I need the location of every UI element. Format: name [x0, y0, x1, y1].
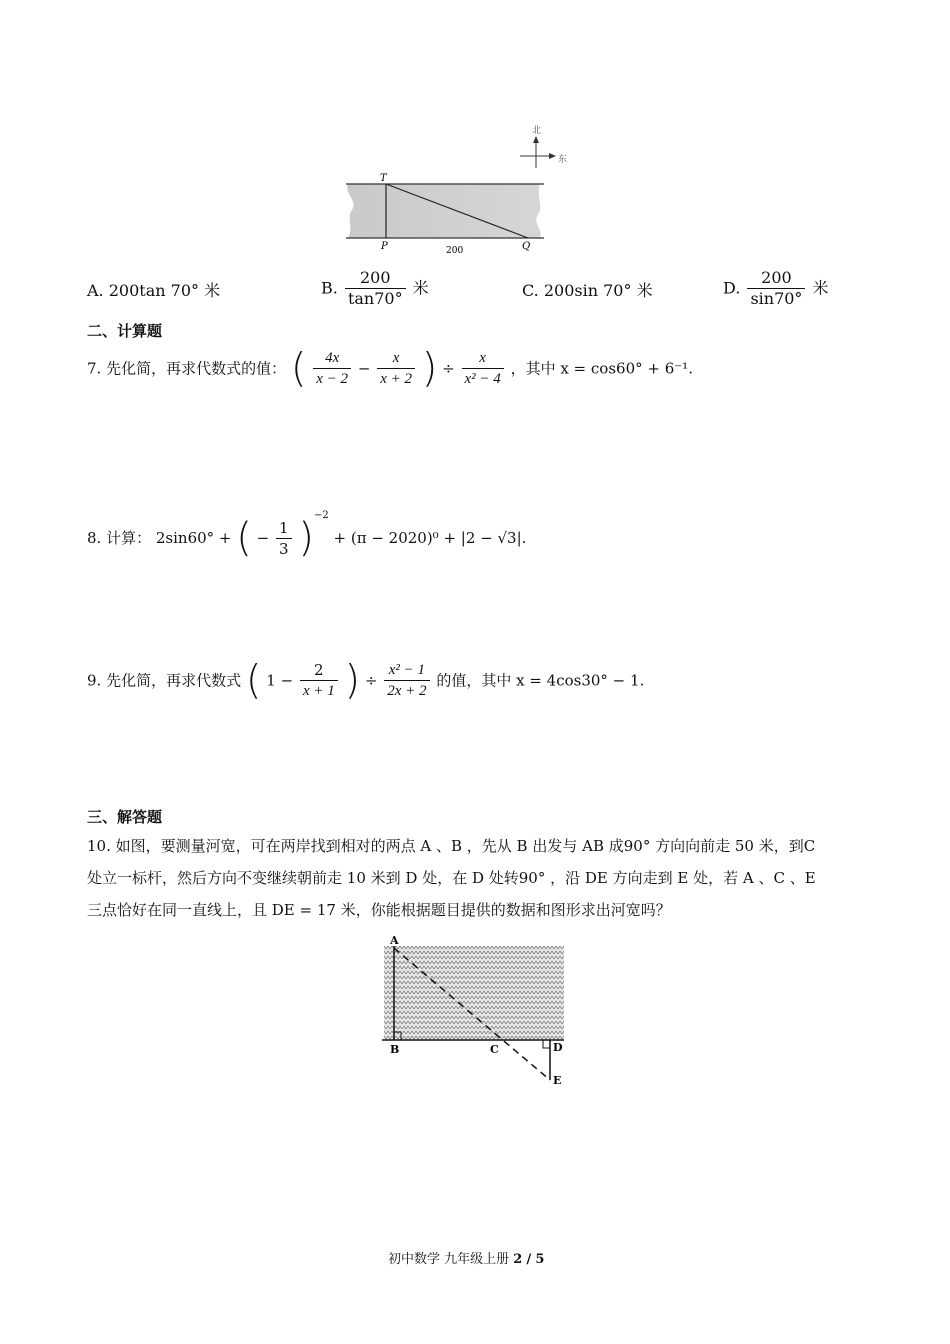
question-10-line-2: 处立一标杆，然后方向不变继续朝前走 10 米到 D 处，在 D 处转90° ，沿 DE 方向走到 E 处，若 A 、C 、E	[87, 869, 816, 887]
point-b-label: B	[390, 1043, 400, 1056]
point-t-label: T	[380, 173, 387, 184]
section-2-title: 二、计算题	[87, 322, 163, 340]
question-8: 8. 计算： 2sin60° + ( − $\frac{1}{3}$ )$^{-2}$ + (π − 2020)⁰ + |2 − √3|.	[87, 510, 527, 561]
question-7: 7. 先化简，再求代数式的值： ( $\frac{4x}{x - 2}$ − $\frac{x}{x + 2}$ ) ÷ $\frac{x}{\text{x² − 4}}$ ，其中 x = cos60° + 6⁻¹.	[87, 345, 693, 392]
point-p-label: P	[381, 241, 388, 252]
compass-north-label: 北	[532, 126, 542, 136]
option-a: A. 200tan 70° 米	[87, 281, 221, 300]
option-c: C. 200sin 70° 米	[522, 281, 653, 300]
page-separator: /	[526, 1252, 532, 1267]
page-footer	[388, 1248, 544, 1267]
option-b: B. $\frac{200}{\tan 70^\circ}$ 米	[321, 268, 429, 308]
compass-icon	[520, 136, 556, 168]
point-e-label: E	[553, 1074, 562, 1087]
section-3-title: 三、解答题	[87, 808, 163, 826]
point-c-label: C	[490, 1043, 499, 1056]
point-d-label: D	[553, 1041, 563, 1054]
point-q-label: Q	[522, 241, 531, 252]
option-d: D. $\frac{200}{\sin 70^\circ}$ 米	[723, 268, 829, 308]
page-number: 2	[513, 1252, 523, 1267]
distance-label: 200	[446, 246, 464, 256]
river-width-figure	[378, 930, 578, 1090]
footer-text: 初中数学 九年级上册	[388, 1252, 510, 1267]
compass-east-label: 东	[558, 155, 568, 165]
question-10-line-3: 三点恰好在同一直线上，且 DE = 17 米，你能根据题目提供的数据和图形求出河宽吗？	[87, 901, 671, 919]
river-band	[347, 184, 541, 238]
river-area	[384, 946, 564, 1040]
river-figure-tpq	[340, 118, 580, 260]
page-total: 5	[535, 1252, 545, 1267]
question-9: 9. 先化简，再求代数式 ( 1 − $\frac{2}{x + 1}$ ) ÷ $\frac{\text{x² − 1}}{2x + 2}$ 的值，其中 x = 4cos30° − 1.	[87, 657, 645, 704]
point-a-label: A	[390, 934, 399, 947]
right-angle-d	[543, 1040, 550, 1048]
question-10-line-1: 10. 如图，要测量河宽，可在两岸找到相对的两点 A 、B ，先从 B 出发与 AB 成90° 方向向前走 50 米，到C	[87, 837, 816, 855]
